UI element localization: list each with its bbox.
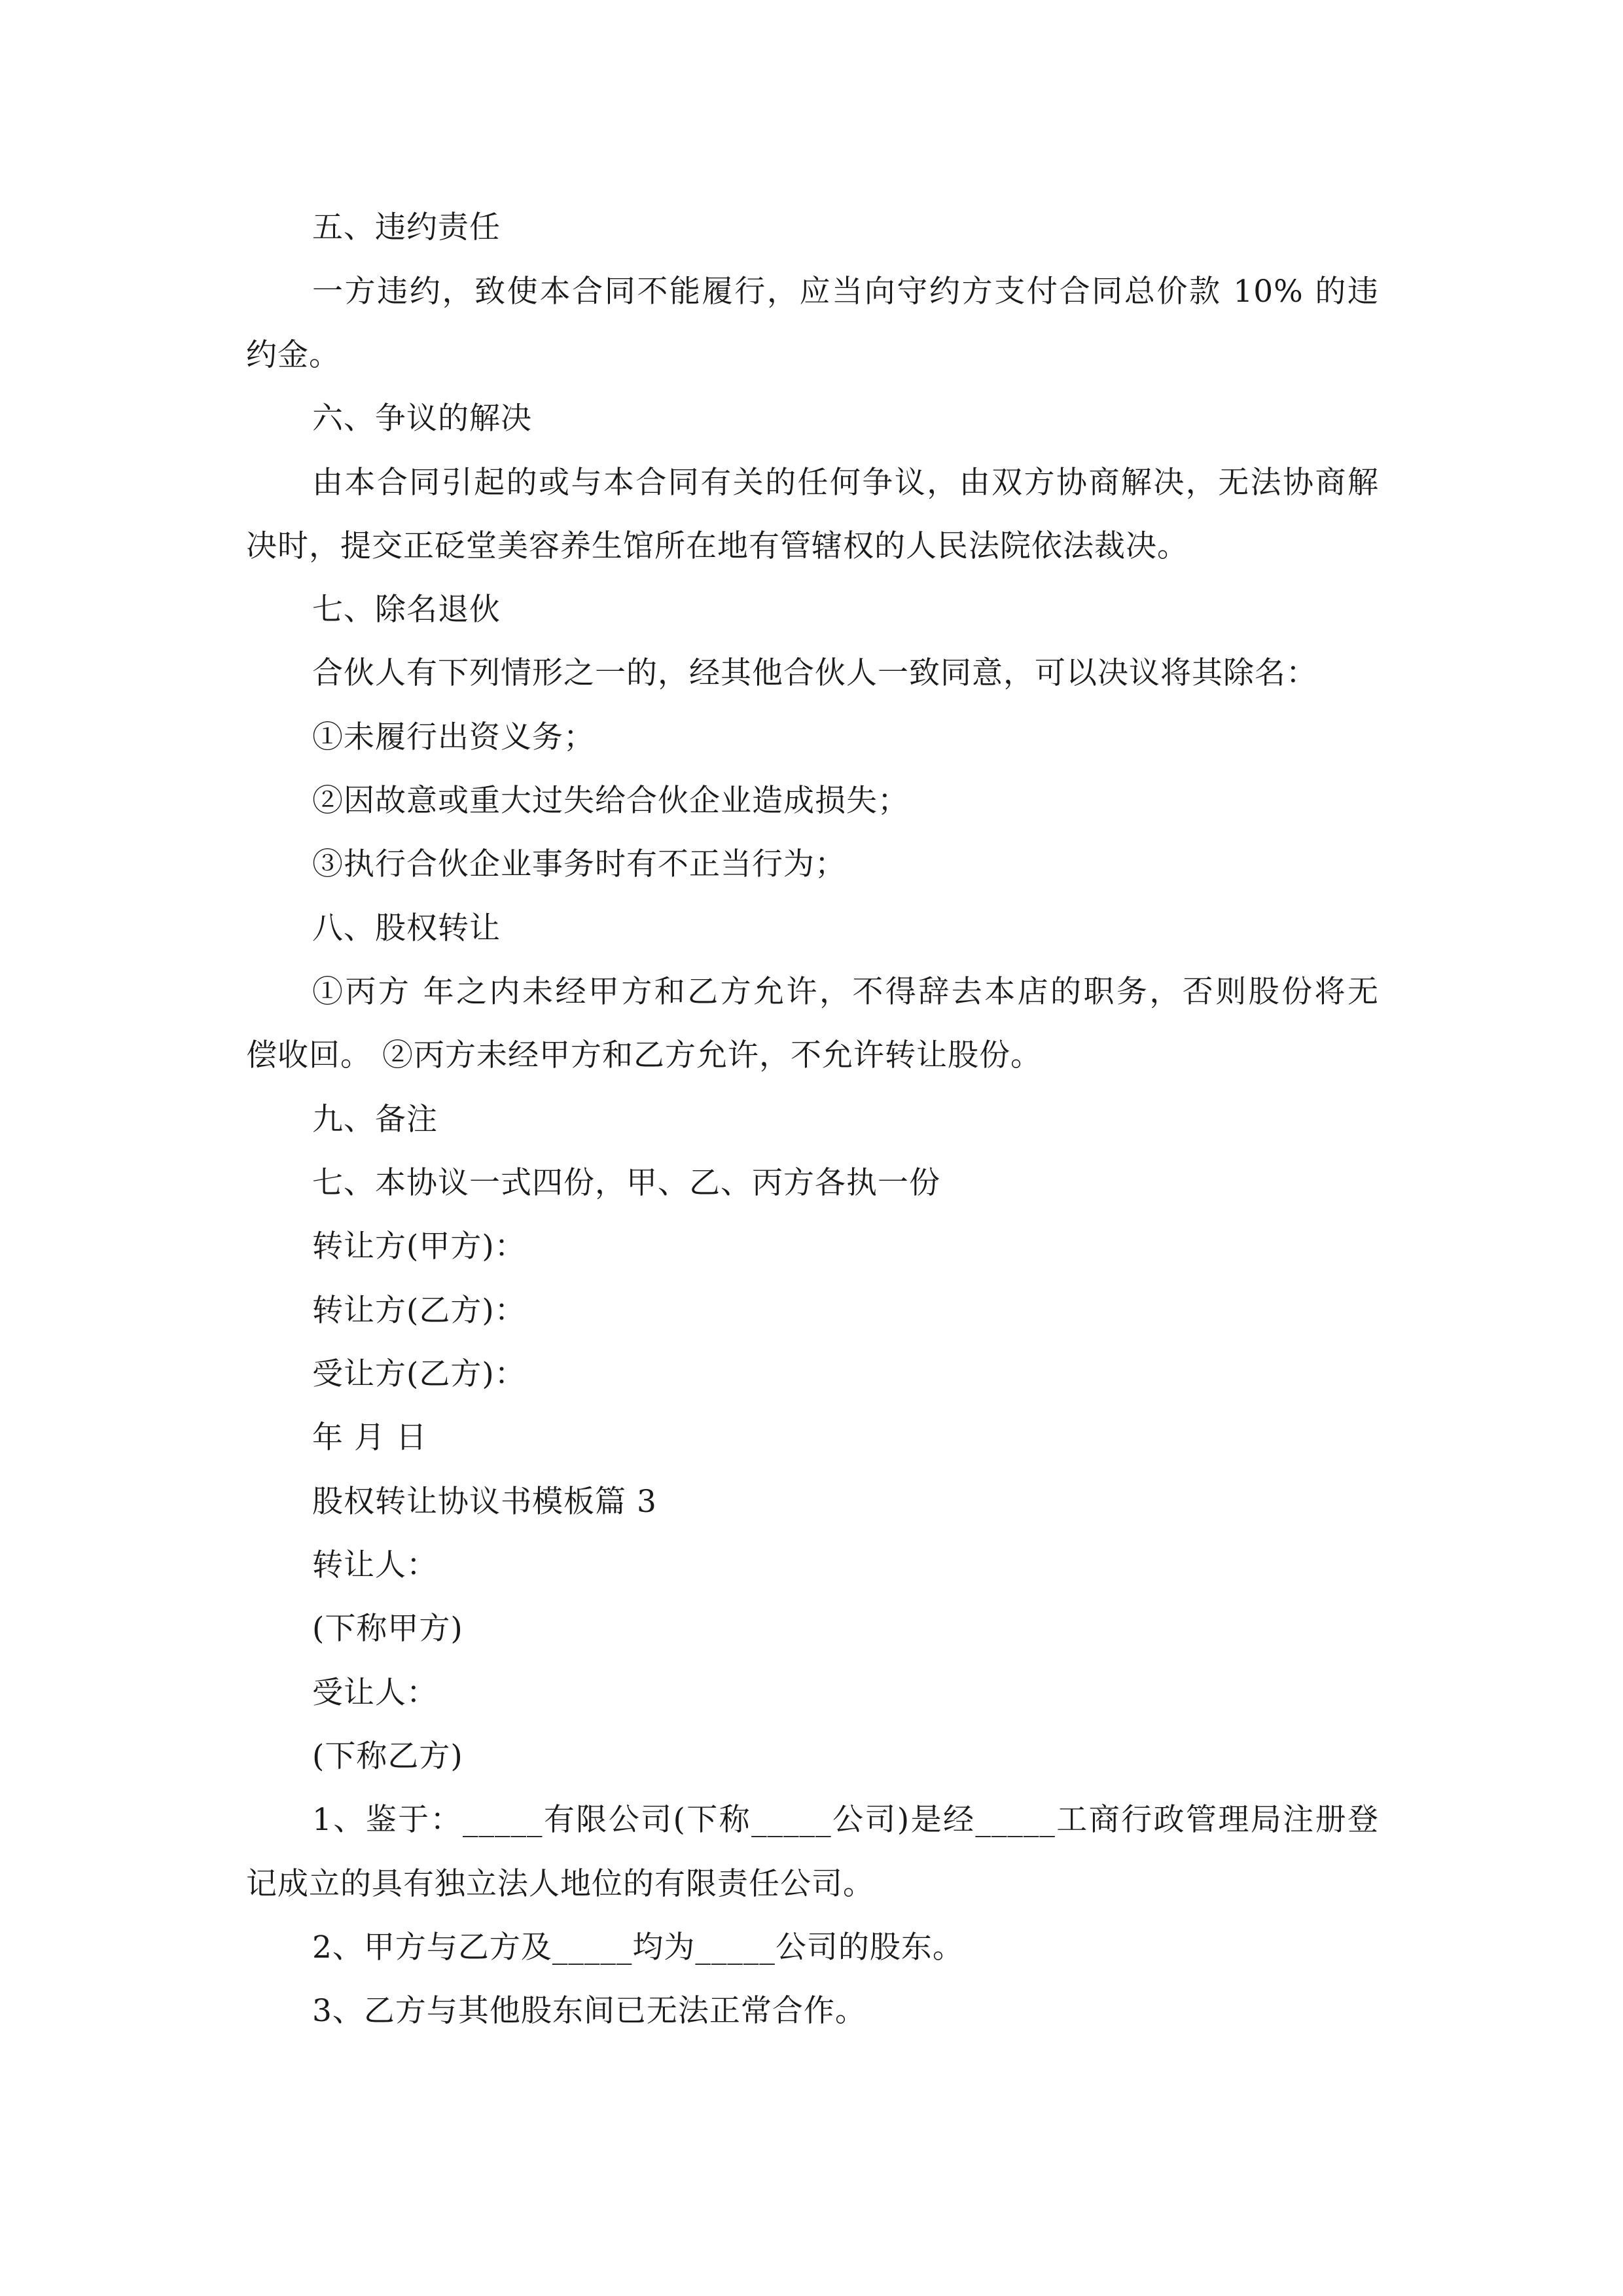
section-heading-equity-transfer: 八、股权转让	[312, 910, 501, 946]
paragraph-line: 2、甲方与乙方及_____均为_____公司的股东。	[312, 1929, 964, 1965]
party-note: (下称甲方)	[312, 1611, 463, 1647]
paragraph-line: 由本合同引起的或与本合同有关的任何争议，由双方协商解决，无法协商解	[312, 465, 1379, 501]
paragraph-line: 记成立的具有独立法人地位的有限责任公司。	[246, 1866, 874, 1902]
section-heading-dispute: 六、争议的解决	[312, 401, 532, 437]
paragraph-line: 决时，提交正砭堂美容养生馆所在地有管辖权的人民法院依法裁决。	[246, 528, 1188, 564]
section-heading-expulsion: 七、除名退伙	[312, 592, 501, 628]
document-subtitle: 股权转让协议书模板篇 3	[312, 1484, 657, 1520]
signature-line: 受让方(乙方)：	[312, 1356, 526, 1392]
party-label: 转让人：	[312, 1547, 438, 1583]
paragraph-line: 七、本协议一式四份，甲、乙、丙方各执一份	[312, 1165, 940, 1201]
paragraph-line: 约金。	[246, 337, 340, 373]
party-note: (下称乙方)	[312, 1738, 463, 1774]
signature-line: 转让方(乙方)：	[312, 1293, 526, 1329]
paragraph-line: 1、鉴于：_____有限公司(下称_____公司)是经_____工商行政管理局注册登	[312, 1802, 1379, 1838]
paragraph-line: 3、乙方与其他股东间已无法正常合作。	[312, 1993, 866, 2029]
date-line: 年 月 日	[312, 1420, 427, 1456]
paragraph-line: 合伙人有下列情形之一的，经其他合伙人一致同意，可以决议将其除名：	[312, 655, 1317, 691]
section-heading-breach: 五、违约责任	[312, 209, 501, 245]
signature-line: 转让方(甲方)：	[312, 1229, 526, 1265]
party-label: 受让人：	[312, 1675, 438, 1711]
list-item: ①未履行出资义务；	[312, 719, 595, 755]
list-item: ②因故意或重大过失给合伙企业造成损失；	[312, 783, 909, 819]
section-heading-remarks: 九、备注	[312, 1102, 438, 1138]
paragraph-line: 偿收回。 ②丙方未经甲方和乙方允许，不允许转让股份。	[246, 1037, 1042, 1073]
paragraph-line: 一方违约，致使本合同不能履行，应当向守约方支付合同总价款 10% 的违	[312, 274, 1379, 310]
list-item: ③执行合伙企业事务时有不正当行为；	[312, 846, 846, 882]
paragraph-line: ①丙方 年之内未经甲方和乙方允许，不得辞去本店的职务，否则股份将无	[312, 974, 1379, 1010]
